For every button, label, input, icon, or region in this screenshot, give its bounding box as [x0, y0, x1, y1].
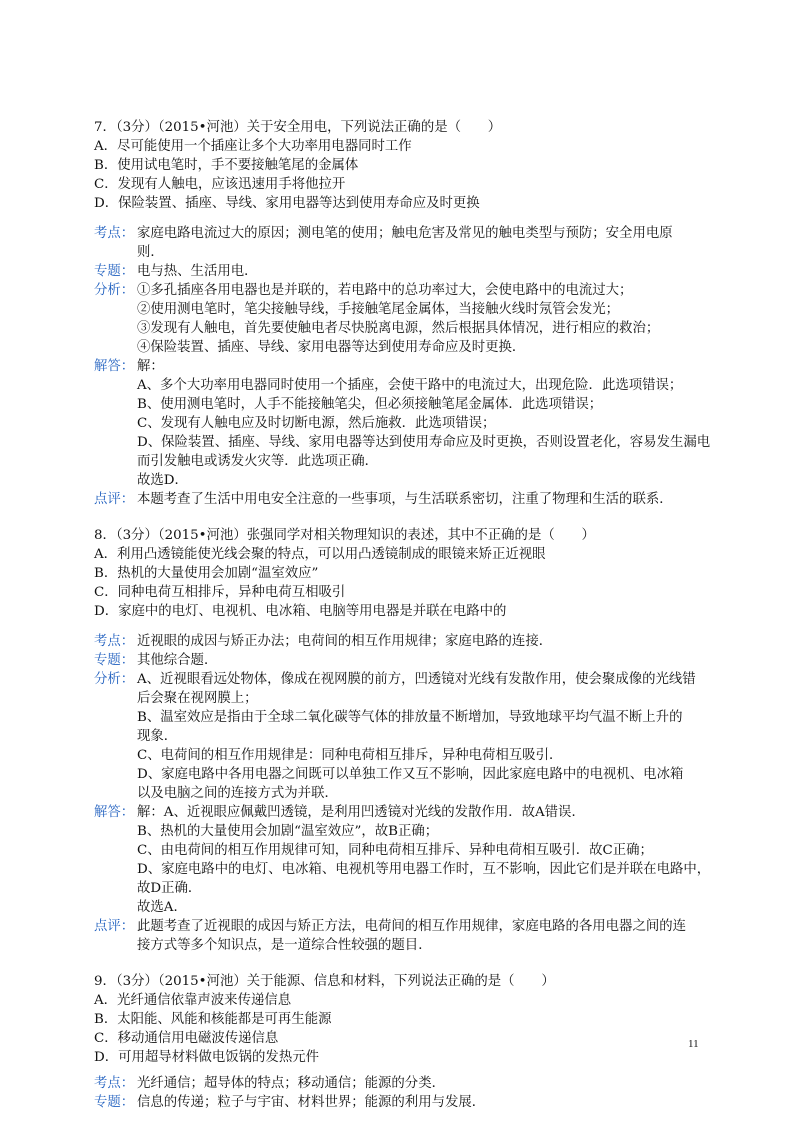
- q7-zhuanti-text: 电与热、生活用电．: [137, 264, 258, 279]
- q8-fenxi-line-7: 以及电脑之间的连接方式为并联．: [137, 786, 338, 801]
- question-7-option-b: B．使用试电笔时，手不要接触笔尾的金属体: [94, 158, 359, 173]
- question-7-option-c: C．发现有人触电，应该迅速用手将他拉开: [94, 177, 346, 192]
- q7-jieda-label: 解答：: [94, 359, 135, 374]
- q7-kaodian-line-1: 家庭电路电流过大的原因；测电笔的使用；触电危害及常见的触电类型与预防；安全用电原: [137, 226, 673, 241]
- q8-dianping-label: 点评：: [94, 919, 135, 934]
- q7-kaodian-line-2: 则．: [137, 245, 164, 260]
- q7-jieda-line-5: D、保险装置、插座、导线、家用电器等达到使用寿命应及时更换，否则设置老化，容易发生漏电: [137, 435, 711, 450]
- q9-zhuanti-label: 专题：: [94, 1095, 135, 1110]
- q8-jieda-line-3: C、由电荷间的相互作用规律可知，同种电荷相互排斥、异种电荷相互吸引．故C正确；: [137, 843, 653, 858]
- q9-kaodian-label: 考点：: [94, 1076, 135, 1091]
- q8-fenxi-line-6: D、家庭电路中各用电器之间既可以单独工作又互不影响，因此家庭电路中的电视机、电冰箱: [137, 767, 684, 782]
- question-9-option-a: A．光纤通信依靠声波来传递信息: [94, 993, 292, 1008]
- q7-fenxi-line-3: ③发现有人触电，首先要使触电者尽快脱离电源，然后根据具体情况，进行相应的救治；: [137, 321, 660, 336]
- q8-dianping-line-1: 此题考查了近视眼的成因与矫正方法，电荷间的相互作用规律，家庭电路的各用电器之间的连: [137, 919, 687, 934]
- q8-zhuanti-label: 专题：: [94, 653, 135, 668]
- q7-jieda-line-4: C、发现有人触电应及时切断电源，然后施救．此选项错误；: [137, 416, 496, 431]
- q8-kaodian-label: 考点：: [94, 634, 135, 649]
- q7-fenxi-label: 分析：: [94, 283, 135, 298]
- q7-fenxi-line-4: ④保险装置、插座、导线、家用电器等达到使用寿命应及时更换．: [137, 340, 526, 355]
- question-9-stem: 9．（3分）（2015•河池）关于能源、信息和材料，下列说法正确的是（ ）: [94, 974, 555, 989]
- q7-jieda-line-2: A、多个大功率用电器同时使用一个插座，会使干路中的电流过大，出现危险．此选项错误；: [137, 378, 683, 393]
- q7-fenxi-line-2: ②使用测电笔时，笔尖接触导线，手接触笔尾金属体，当接触火线时氖管会发光；: [137, 302, 620, 317]
- q7-kaodian-label: 考点：: [94, 226, 135, 241]
- page-number: 11: [688, 1038, 699, 1050]
- q8-zhuanti-text: 其他综合题．: [137, 653, 218, 668]
- q8-jieda-line-6: 故选A．: [137, 900, 187, 915]
- question-7-stem: 7．（3分）（2015•河池）关于安全用电，下列说法正确的是（ ）: [94, 120, 502, 135]
- q8-fenxi-line-3: B、温室效应是指由于全球二氧化碳等气体的排放量不断增加，导致地球平均气温不断上升的: [137, 710, 683, 725]
- q7-jieda-line-1: 解：: [137, 359, 164, 374]
- question-8-option-a: A．利用凸透镜能使光线会聚的特点，可以用凸透镜制成的眼镜来矫正近视眼: [94, 547, 546, 562]
- q8-jieda-line-1: 解：A、近视眼应佩戴凹透镜，是利用凹透镜对光线的发散作用．故A错误．: [137, 805, 585, 820]
- q7-dianping-text: 本题考查了生活中用电安全注意的一些事项，与生活联系密切，注重了物理和生活的联系．: [137, 492, 673, 507]
- q8-jieda-line-5: 故D正确．: [137, 881, 202, 896]
- q7-jieda-line-3: B、使用测电笔时，人手不能接触笔尖，但必须接触笔尾金属体．此选项错误；: [137, 397, 603, 412]
- q8-fenxi-label: 分析：: [94, 672, 135, 687]
- question-7-option-d: D．保险装置、插座、导线、家用电器等达到使用寿命应及时更换: [94, 196, 480, 211]
- q8-jieda-line-4: D、家庭电路中的电灯、电冰箱、电视机等用电器工作时，互不影响，因此它们是并联在电路中，: [137, 862, 711, 877]
- question-9-option-d: D．可用超导材料做电饭锅的发热元件: [94, 1050, 319, 1065]
- question-7-option-a: A．尽可能使用一个插座让多个大功率用电器同时工作: [94, 139, 412, 154]
- q8-kaodian-text: 近视眼的成因与矫正办法；电荷间的相互作用规律；家庭电路的连接．: [137, 634, 553, 649]
- question-8-option-d: D．家庭中的电灯、电视机、电冰箱、电脑等用电器是并联在电路中的: [94, 604, 507, 619]
- q7-fenxi-line-1: ①多孔插座各用电器也是并联的，若电路中的总功率过大，会使电路中的电流过大；: [137, 283, 633, 298]
- q8-jieda-label: 解答：: [94, 805, 135, 820]
- q7-jieda-line-7: 故选D．: [137, 473, 188, 488]
- q8-fenxi-line-5: C、电荷间的相互作用规律是：同种电荷相互排斥，异种电荷相互吸引．: [137, 748, 563, 763]
- question-9-option-c: C．移动通信用电磁波传递信息: [94, 1031, 279, 1046]
- question-8-stem: 8．（3分）（2015•河池）张强同学对相关物理知识的表述，其中不正确的是（ ）: [94, 528, 595, 543]
- q9-zhuanti-text: 信息的传递；粒子与宇宙、材料世界；能源的利用与发展．: [137, 1095, 486, 1110]
- q7-jieda-line-6: 而引发触电或诱发火灾等．此选项正确．: [137, 454, 379, 469]
- q9-kaodian-text: 光纤通信；超导体的特点；移动通信；能源的分类．: [137, 1076, 445, 1091]
- q8-dianping-line-2: 接方式等多个知识点，是一道综合性较强的题目．: [137, 938, 432, 953]
- q8-jieda-line-2: B、热机的大量使用会加剧“温室效应”，故B正确；: [137, 824, 439, 839]
- question-8-option-b: B．热机的大量使用会加剧“温室效应”: [94, 566, 319, 581]
- question-8-option-c: C．同种电荷互相排斥，异种电荷互相吸引: [94, 585, 346, 600]
- q7-dianping-label: 点评：: [94, 492, 135, 507]
- question-9-option-b: B．太阳能、风能和核能都是可再生能源: [94, 1012, 332, 1027]
- q8-fenxi-line-1: A、近视眼看远处物体，像成在视网膜的前方，凹透镜对光线有发散作用，使会聚成像的光线错: [137, 672, 696, 687]
- q8-fenxi-line-4: 现象．: [137, 729, 178, 744]
- q7-zhuanti-label: 专题：: [94, 264, 135, 279]
- q8-fenxi-line-2: 后会聚在视网膜上；: [137, 691, 258, 706]
